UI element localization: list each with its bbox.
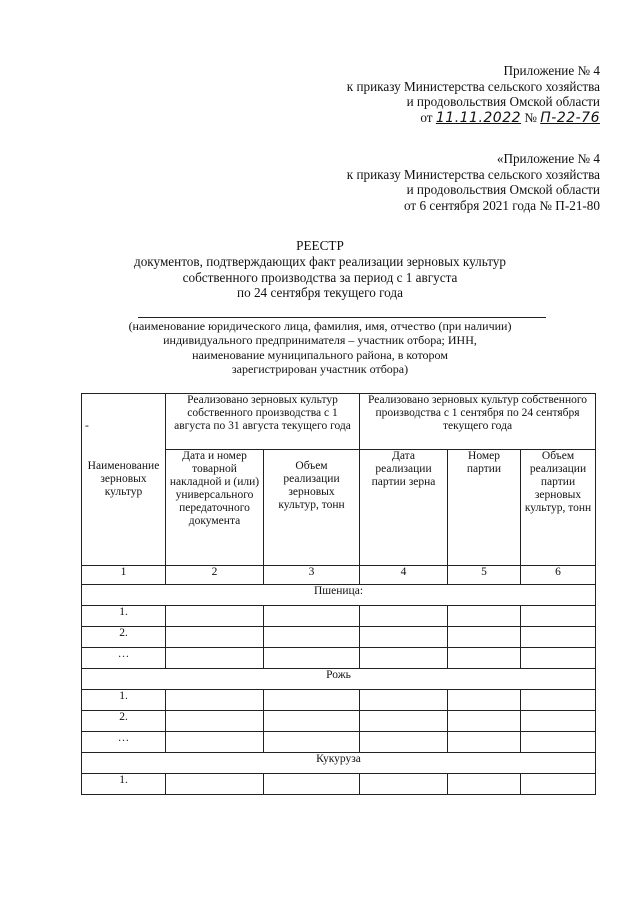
table-cell[interactable] (166, 627, 264, 648)
participant-note (0, 319, 640, 377)
participant-fill-line (138, 317, 546, 318)
table-cell[interactable] (521, 627, 596, 648)
group-row-wheat: Пшеница: (82, 585, 596, 606)
appendix-previous-header (347, 151, 600, 213)
title-line-3: собственного производства за период с 1 августа (182, 269, 458, 285)
table-cell[interactable] (448, 648, 521, 669)
table-cell[interactable] (448, 732, 521, 753)
table-cell[interactable] (360, 732, 448, 753)
table-row: … (82, 648, 596, 669)
appendix-title: Приложение № 4 (503, 63, 600, 78)
table-row: 1. (82, 774, 596, 795)
table-header-row-1 (82, 394, 596, 450)
table-cell[interactable] (264, 732, 360, 753)
table-cell[interactable] (521, 711, 596, 732)
table-cell[interactable] (448, 774, 521, 795)
table-cell[interactable] (264, 690, 360, 711)
appendix-ministry-line: и продовольствия Омской области (406, 94, 600, 110)
table-cell[interactable] (521, 774, 596, 795)
col-name-label: Наименование зерновых культур (87, 460, 160, 498)
prev-appendix-title: «Приложение № 4 (496, 151, 600, 166)
group-row-corn: Кукуруза (82, 753, 596, 774)
col-number: 6 (521, 566, 596, 585)
col-number: 5 (448, 566, 521, 585)
table-cell[interactable] (521, 732, 596, 753)
column-numbers-row (82, 566, 596, 585)
corner-mark: - (85, 420, 89, 432)
table-cell[interactable] (360, 711, 448, 732)
table-row: 2. (82, 711, 596, 732)
col-volume-sep-header: Объем реализации партии зерновых культур, тонн (521, 450, 596, 566)
table-cell[interactable] (448, 627, 521, 648)
note-line-4: зарегистрирован участник отбора) (231, 362, 409, 377)
table-cell[interactable] (360, 774, 448, 795)
prev-appendix-date-line: от 6 сентября 2021 года № П-21-80 (403, 197, 600, 213)
note-line-1: (наименование юридического лица, фамилия, имя, отчество (при наличии) (128, 319, 512, 333)
table-cell[interactable] (448, 606, 521, 627)
table-cell[interactable] (521, 690, 596, 711)
table-cell[interactable] (360, 606, 448, 627)
table-cell[interactable] (360, 648, 448, 669)
table-cell[interactable] (166, 711, 264, 732)
table-cell[interactable] (264, 627, 360, 648)
table-cell[interactable] (166, 732, 264, 753)
table-cell[interactable] (166, 690, 264, 711)
appendix-order-line: к приказу Министерства сельского хозяйства (346, 78, 600, 94)
table-cell[interactable] (448, 690, 521, 711)
prev-appendix-order-line: к приказу Министерства сельского хозяйства (346, 166, 600, 182)
col-volume-aug-header: Объем реализации зерновых культур, тонн (264, 450, 360, 566)
handwritten-number: П-22-76 (540, 109, 600, 126)
number-label: № (524, 109, 537, 125)
table-cell[interactable] (264, 711, 360, 732)
table-cell[interactable] (360, 627, 448, 648)
table-cell[interactable] (264, 774, 360, 795)
registry-title (0, 238, 640, 301)
table-row: 1. (82, 690, 596, 711)
table-row: 2. (82, 627, 596, 648)
table-cell[interactable] (166, 774, 264, 795)
col-number: 1 (82, 566, 166, 585)
title-line-1: РЕЕСТР (296, 238, 344, 253)
table-cell[interactable] (360, 690, 448, 711)
group-row-rye: Рожь (82, 669, 596, 690)
col-name-header (82, 394, 166, 566)
table-row: … (82, 732, 596, 753)
table-cell[interactable] (264, 648, 360, 669)
table-cell[interactable] (264, 606, 360, 627)
appendix-current-header (347, 63, 600, 126)
table-cell[interactable] (166, 648, 264, 669)
table-row: 1. (82, 606, 596, 627)
table-cell[interactable] (166, 606, 264, 627)
appendix-date-number-line (347, 110, 600, 127)
col-number: 4 (360, 566, 448, 585)
from-label: от (420, 109, 433, 125)
group-september-header: Реализовано зерновых культур собственного производства с 1 сентября по 24 сентября текущего года (360, 394, 596, 450)
table-cell[interactable] (448, 711, 521, 732)
prev-appendix-ministry-line: и продовольствия Омской области (406, 182, 600, 198)
group-august-header: Реализовано зерновых культур собственного производства с 1 августа по 31 августа текущего года (166, 394, 360, 450)
col-number: 3 (264, 566, 360, 585)
handwritten-date: 11.11.2022 (435, 109, 522, 126)
table-cell[interactable] (521, 606, 596, 627)
note-line-3: наименование муниципального района, в котором (192, 347, 448, 362)
title-line-2: документов, подтверждающих факт реализации зерновых культур (134, 253, 506, 269)
table-cell[interactable] (521, 648, 596, 669)
col-doc-header: Дата и номер товарной накладной и (или) универсального передаточного документа (166, 450, 264, 566)
note-line-2: индивидуального предпринимателя – участник отбора; ИНН, (163, 333, 477, 348)
col-number: 2 (166, 566, 264, 585)
col-date-batch-header: Дата реализации партии зерна (360, 450, 448, 566)
col-batch-no-header: Номер партии (448, 450, 521, 566)
registry-table (81, 393, 596, 795)
title-line-4: по 24 сентября текущего года (237, 285, 403, 301)
